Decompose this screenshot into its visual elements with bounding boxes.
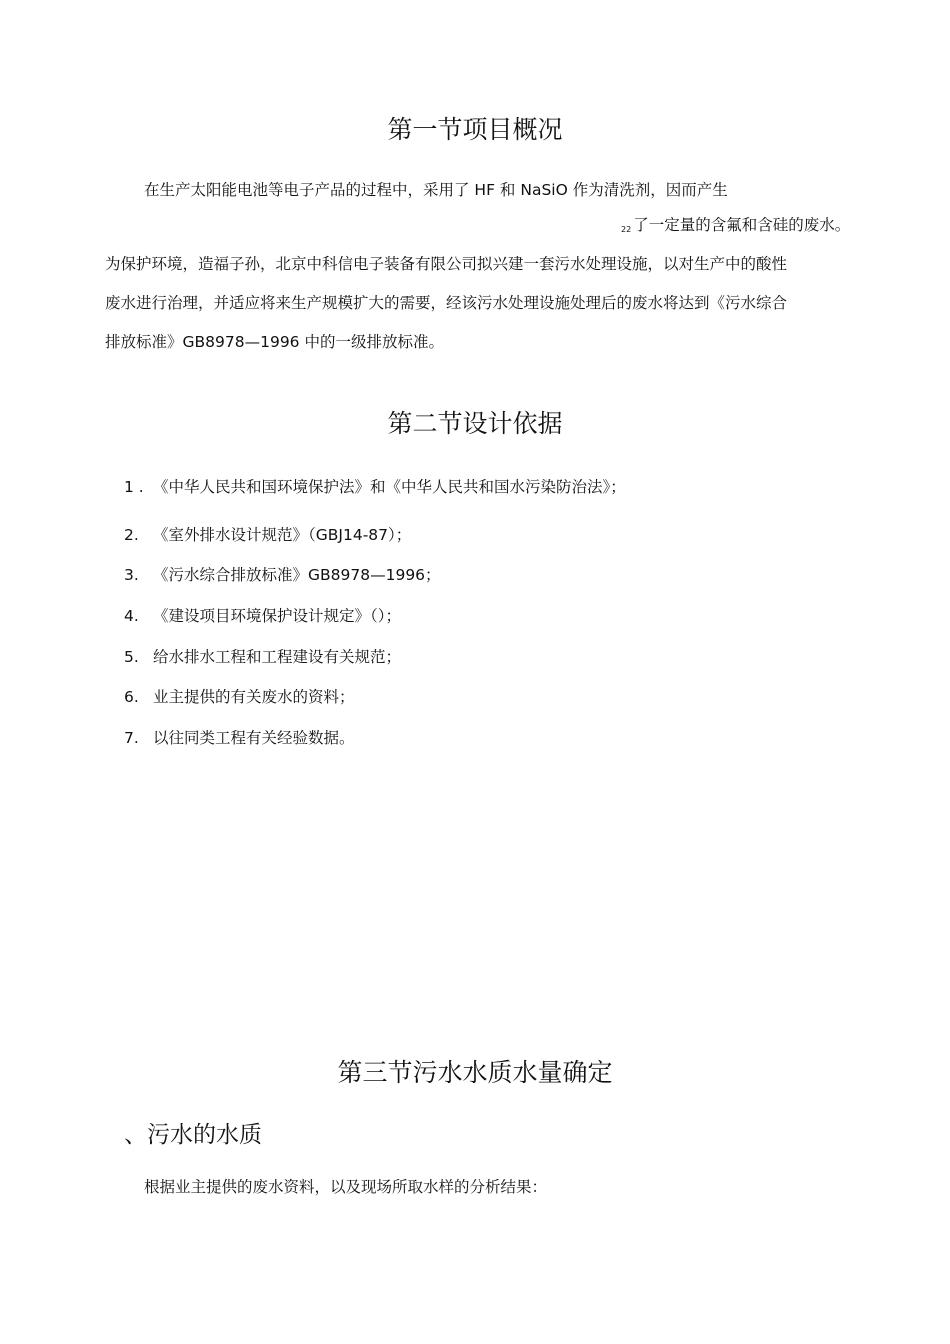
list-item: [124, 523, 411, 545]
list-item-text: 业主提供的有关废水的资料；: [153, 688, 355, 706]
section-1-title: 第一节项目概况: [387, 115, 563, 144]
s1-paragraph-line-5: 排放标准》GB8978—1996 中的一级排放标准。: [105, 333, 444, 351]
list-item-number: 5.: [124, 648, 139, 666]
list-item: [124, 645, 401, 667]
s1-paragraph-line-2: [621, 215, 850, 238]
list-item-number: 3.: [124, 566, 139, 584]
list-item-number: 2.: [124, 526, 139, 544]
list-item: [124, 563, 441, 585]
list-item-number: 4.: [124, 607, 139, 625]
s3-paragraph: 根据业主提供的废水资料，以及现场所取水样的分析结果：: [144, 1178, 548, 1196]
list-item: [124, 726, 355, 748]
s1-subscript: 22: [621, 225, 632, 234]
s1-paragraph-line-1: 在生产太阳能电池等电子产品的过程中，采用了 HF 和 NaSiO 作为清洗剂，因而产生: [144, 181, 728, 199]
s1-paragraph-line-3: 为保护环境，造福子孙，北京中科信电子装备有限公司拟兴建一套污水处理设施，以对生产中的酸性: [105, 255, 788, 273]
list-item-number: 6.: [124, 688, 139, 706]
list-item: [124, 475, 626, 497]
list-item-text: 给水排水工程和工程建设有关规范；: [153, 648, 402, 666]
list-item: [124, 685, 355, 707]
list-item-text: 以往同类工程有关经验数据。: [153, 729, 355, 747]
list-item-text: 《中华人民共和国环境保护法》和《中华人民共和国水污染防治法》；: [153, 478, 626, 496]
section-3-title: 第三节污水水质水量确定: [337, 1058, 613, 1087]
list-item-number: 7.: [124, 729, 139, 747]
list-item-text: 《污水综合排放标准》GB8978—1996；: [153, 566, 441, 584]
s1-paragraph-line-2-text: 了一定量的含氟和含硅的废水。: [633, 216, 851, 234]
section-2-title: 第二节设计依据: [387, 409, 563, 438]
list-item-text: 《建设项目环境保护设计规定》（）；: [153, 607, 402, 625]
s1-paragraph-line-4: 废水进行治理，并适应将来生产规模扩大的需要，经该污水处理设施处理后的废水将达到《污水综合: [105, 294, 788, 312]
list-item: [124, 604, 401, 626]
list-item-text: 《室外排水设计规范》（GBJ14-87）；: [153, 526, 412, 544]
list-item-number: 1 .: [124, 478, 144, 496]
section-3-subheading: 、污水的水质: [124, 1122, 262, 1148]
